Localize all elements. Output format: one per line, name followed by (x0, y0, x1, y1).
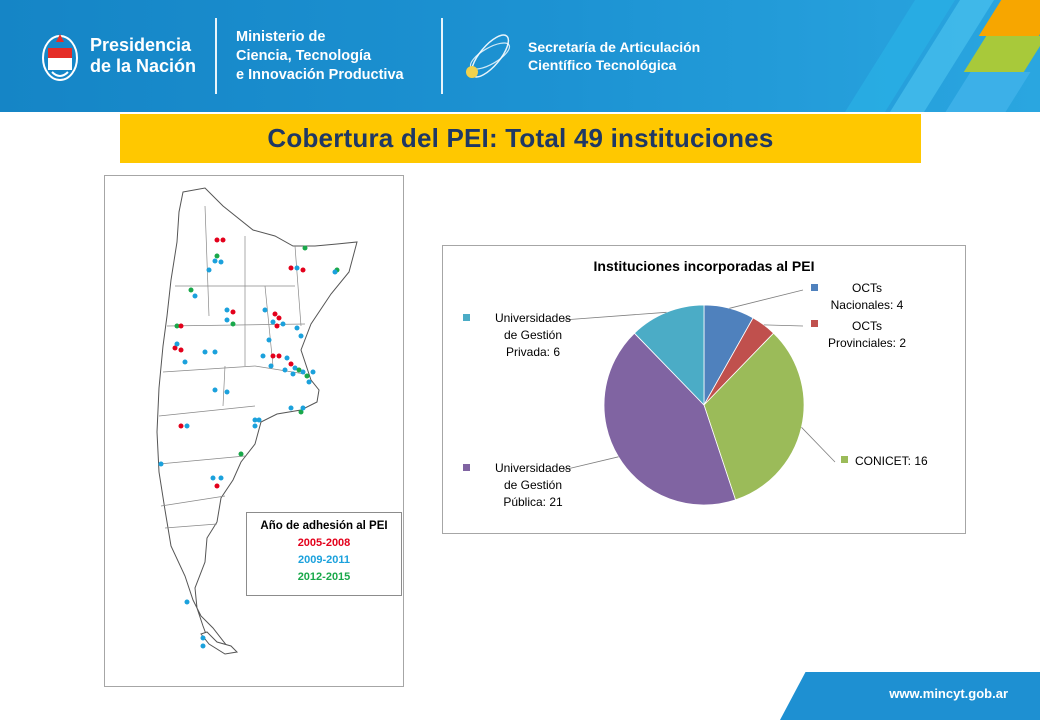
pie-label: OCTs Provinciales: 2 (827, 319, 907, 350)
pie-leader-line (563, 457, 619, 470)
header-separator (215, 18, 217, 94)
ministerio-logo (236, 0, 404, 112)
secretaria-logo (460, 0, 700, 112)
argentina-map-panel (104, 175, 404, 687)
pie-label-marker (811, 320, 818, 327)
header-stripe-green (964, 36, 1040, 72)
orbit-icon (460, 26, 520, 86)
presidencia-line-2: de la Nación (90, 56, 197, 76)
slide-title-bar (120, 114, 921, 163)
header-stripe-blue (946, 72, 1031, 112)
pie-label: OCTs Nacionales: 4 (830, 281, 904, 312)
pie-label-marker (463, 314, 470, 321)
coat-of-arms-icon (40, 28, 80, 84)
header-separator (441, 18, 443, 94)
legend-entry-2005-2008: 2005-2008 (297, 537, 351, 549)
ministerio-line-1: Ministerio de (236, 28, 326, 45)
footer-url: www.mincyt.gob.ar (889, 686, 1008, 701)
pie-leader-line (764, 325, 803, 326)
legend-entry-2012-2015: 2012-2015 (297, 571, 351, 583)
secretaria-line-1: Secretaría de Articulación (528, 39, 701, 55)
pie-label-marker (463, 464, 470, 471)
ministerio-line-3: e Innovación Productiva (236, 66, 404, 83)
pie-label-marker (811, 284, 818, 291)
pie-chart (443, 246, 965, 533)
legend-entry-2009-2011: 2009-2011 (298, 554, 350, 566)
pie-label: Universidades de Gestión Pública: 21 (494, 461, 572, 509)
secretaria-line-2: Científico Tecnológica (528, 57, 677, 73)
pie-leader-line (802, 427, 836, 462)
chart-title: Instituciones incorporadas al PEI (593, 258, 815, 274)
pie-chart-panel (442, 245, 966, 534)
map-legend (246, 512, 402, 596)
pie-label: CONICET: 16 (855, 454, 928, 468)
header-banner (0, 0, 1040, 112)
pie-label-marker (841, 456, 848, 463)
presidencia-line-1: Presidencia (90, 35, 192, 55)
map-legend-title: Año de adhesión al PEI (260, 520, 388, 532)
slide-title: Cobertura del PEI: Total 49 instituciones (267, 123, 774, 153)
presidencia-logo (40, 0, 196, 112)
ministerio-line-2: Ciencia, Tecnología (236, 47, 372, 64)
pie-label: Universidades de Gestión Privada: 6 (494, 311, 572, 359)
pie-leader-line (563, 312, 667, 320)
pie-leader-line (729, 290, 803, 308)
argentina-map (105, 176, 403, 686)
